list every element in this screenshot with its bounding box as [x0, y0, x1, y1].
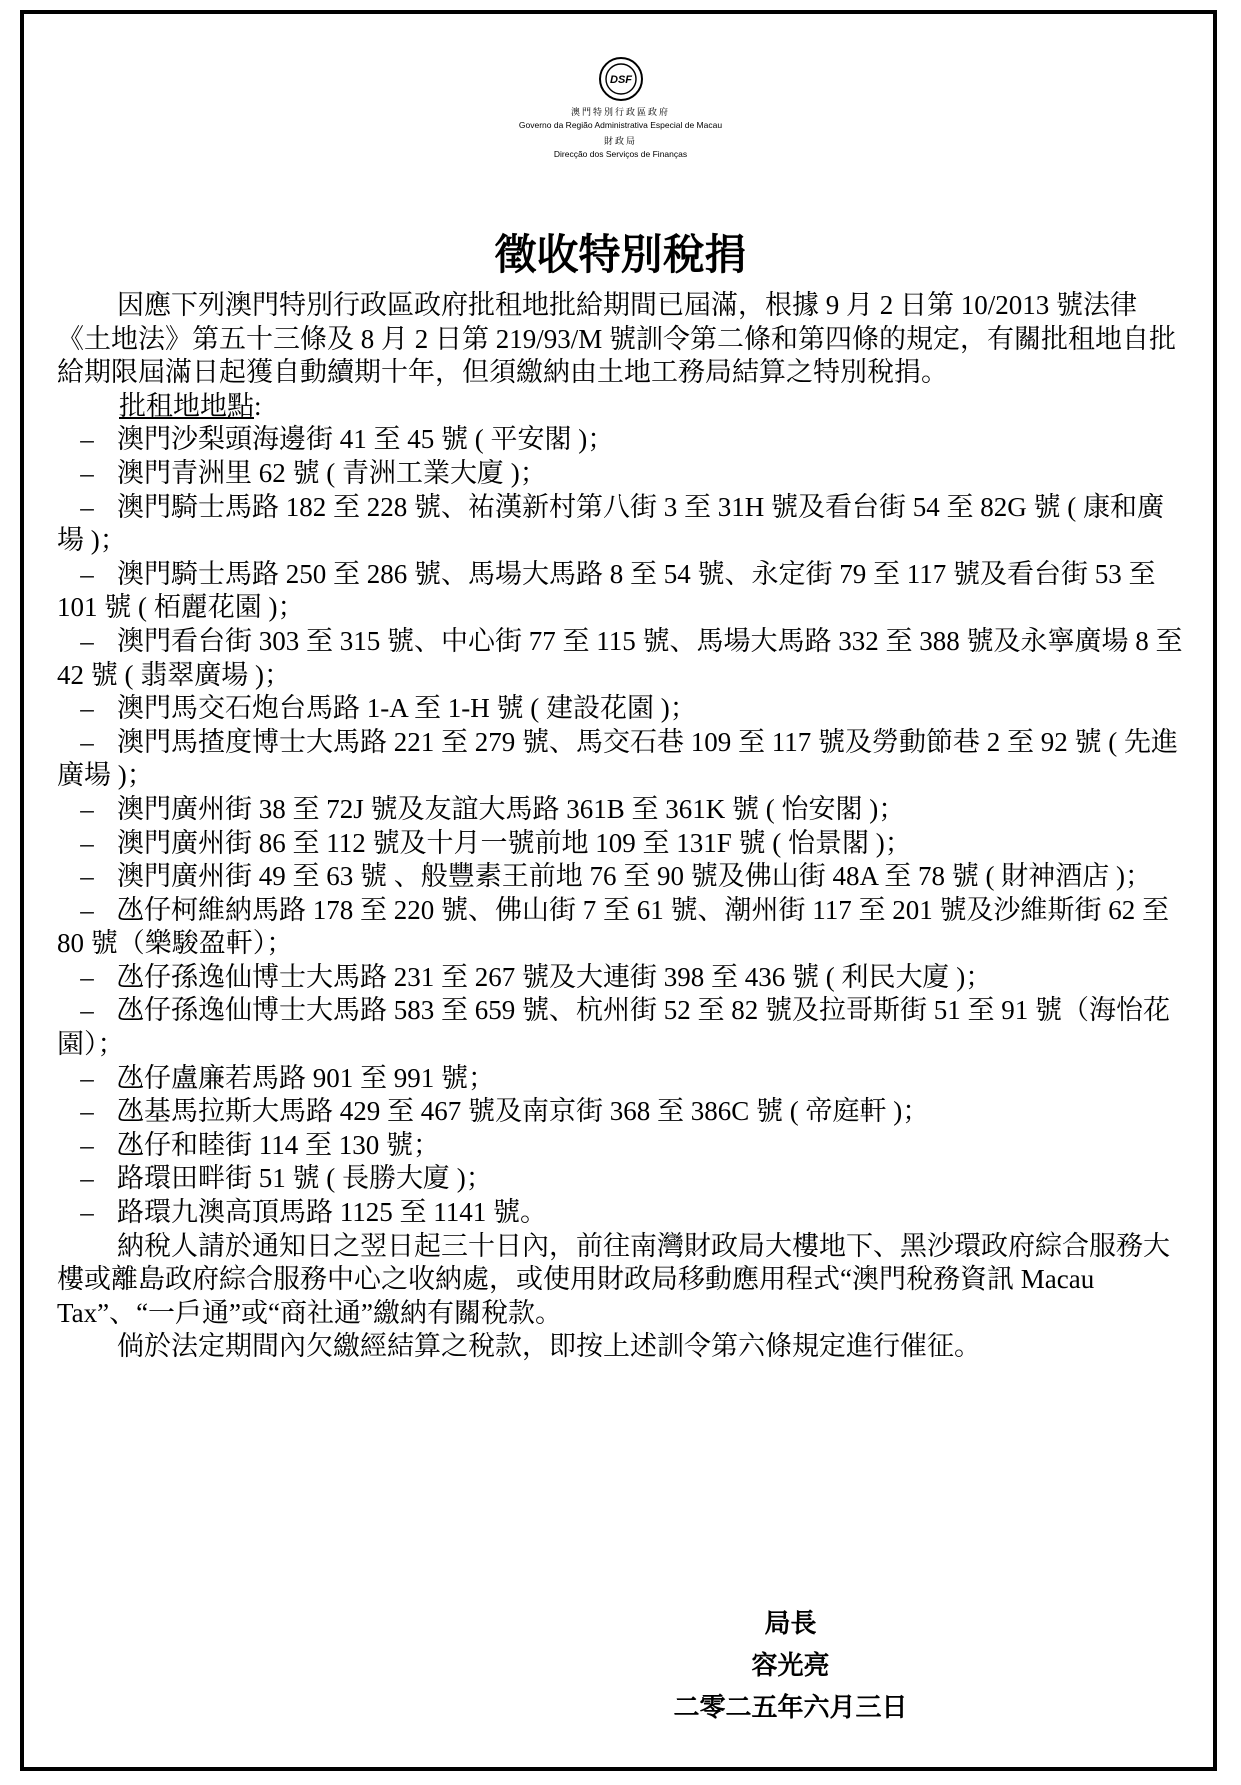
list-item-text: 澳門馬交石炮台馬路 1-A 至 1-H 號 ( 建設花園 )；	[117, 693, 697, 724]
list-dash: –	[80, 861, 94, 892]
list-item-text: 路環九澳高頂馬路 1125 至 1141 號。	[117, 1197, 547, 1228]
dsf-logo	[599, 57, 643, 101]
list-item	[57, 793, 1187, 827]
list-item	[57, 1095, 1187, 1129]
list-item	[57, 491, 1187, 558]
list-item	[57, 457, 1187, 491]
list-dash: –	[80, 558, 94, 589]
logo-text: DSF	[609, 74, 632, 86]
list-item-text: 澳門馬揸度博士大馬路 221 至 279 號、馬交石巷 109 至 117 號及勞動節巷 2 至 92 號 ( 先進廣場 )；	[57, 726, 1178, 791]
list-item-text: 氹仔孫逸仙博士大馬路 231 至 267 號及大連街 398 至 436 號 ( 利民大廈 )；	[117, 961, 993, 992]
payment-paragraph: 納稅人請於通知日之翌日起三十日內，前往南灣財政局大樓地下、黑沙環政府綜合服務大樓或離島政府綜合服務中心之收納處，或使用財政局移動應用程式“澳門稅務資訊 Macau Tax”、“一戶通”或“商社通”繳納有關稅款。	[57, 1230, 1170, 1328]
list-dash: –	[80, 726, 94, 757]
list-item	[57, 860, 1187, 894]
locations-heading	[57, 390, 1187, 424]
list-item-text: 澳門廣州街 49 至 63 號 、般豐素王前地 76 至 90 號及佛山街 48A 至 78 號 ( 財神酒店 )；	[117, 861, 1152, 892]
list-item-text: 氹仔柯維納馬路 178 至 220 號、佛山街 7 至 61 號、潮州街 117 至 201 號及沙維斯街 62 至 80 號（樂駿盈軒）；	[57, 894, 1169, 959]
letterhead	[0, 57, 1241, 159]
list-item	[57, 726, 1187, 793]
collection-paragraph: 倘於法定期間內欠繳經結算之稅款，即按上述訓令第六條規定進行催征。	[117, 1331, 981, 1362]
list-item-text: 澳門青洲里 62 號 ( 青洲工業大廈 )；	[117, 457, 547, 488]
list-item	[57, 1196, 1187, 1230]
signatory-name: 容光亮	[751, 1651, 830, 1681]
list-item-text: 氹仔孫逸仙博士大馬路 583 至 659 號、杭州街 52 至 82 號及拉哥斯街 51 至 91 號（海怡花園）；	[57, 995, 1170, 1060]
locations-heading-colon: :	[254, 390, 262, 421]
list-item	[57, 625, 1187, 692]
list-item	[57, 1162, 1187, 1196]
signatory-role: 局長	[764, 1609, 817, 1639]
list-item-text: 氹仔盧廉若馬路 901 至 991 號；	[117, 1062, 495, 1093]
signature-date: 二零二五年六月三日	[673, 1693, 908, 1723]
notice-title: 徵收特別稅捐	[494, 230, 747, 279]
list-item-text: 澳門沙梨頭海邊街 41 至 45 號 ( 平安閣 )；	[117, 424, 615, 455]
intro-paragraph: 因應下列澳門特別行政區政府批租地批給期間已屆滿，根據 9 月 2 日第 10/2013 號法律《土地法》第五十三條及 8 月 2 日第 219/93/M 號訓令第二條和第四條的規定，有關批租地自批給期限屆滿日起獲自動續期十年，但須繳納由土地工務局結算之特別稅捐。	[57, 290, 1177, 388]
list-item-text: 路環田畔街 51 號 ( 長勝大廈 )；	[117, 1163, 493, 1194]
list-item-text: 澳門廣州街 38 至 72J 號及友誼大馬路 361B 至 361K 號 ( 怡安閣 )；	[117, 793, 906, 824]
list-item	[57, 1062, 1187, 1096]
government-name-chinese: 澳門特別行政區政府	[570, 108, 670, 118]
government-name-portuguese: Governo da Região Administrativa Especial de Macau	[518, 120, 723, 130]
list-item	[57, 423, 1187, 457]
list-item	[57, 961, 1187, 995]
list-dash: –	[80, 491, 94, 522]
list-dash: –	[80, 424, 94, 455]
list-item	[57, 827, 1187, 861]
list-item	[57, 558, 1187, 625]
list-item	[57, 994, 1187, 1061]
list-dash: –	[80, 1197, 94, 1228]
list-item	[57, 1129, 1187, 1163]
list-dash: –	[80, 1129, 94, 1160]
list-dash: –	[80, 693, 94, 724]
signature-block	[0, 1603, 1241, 1729]
list-item-text: 氹仔和睦街 114 至 130 號；	[117, 1129, 440, 1160]
list-dash: –	[80, 1163, 94, 1194]
list-item-text: 澳門看台街 303 至 315 號、中心街 77 至 115 號、馬場大馬路 332 至 388 號及永寧廣場 8 至 42 號 ( 翡翠廣場 )；	[57, 625, 1183, 690]
list-item-text: 澳門騎士馬路 250 至 286 號、馬場大馬路 8 至 54 號、永定街 79 至 117 號及看台街 53 至 101 號 ( 栢麗花園 )；	[57, 558, 1156, 623]
list-dash: –	[80, 995, 94, 1026]
notice-body	[57, 289, 1187, 1364]
list-dash: –	[80, 894, 94, 925]
list-item	[57, 692, 1187, 726]
locations-heading-text: 批租地地點	[119, 390, 254, 421]
list-dash: –	[80, 961, 94, 992]
list-dash: –	[80, 793, 94, 824]
list-item-text: 氹基馬拉斯大馬路 429 至 467 號及南京街 368 至 386C 號 ( 帝庭軒 )；	[117, 1096, 930, 1127]
list-dash: –	[80, 827, 94, 858]
list-dash: –	[80, 1062, 94, 1093]
department-name-chinese: 財政局	[603, 137, 637, 147]
list-item	[57, 894, 1187, 961]
list-dash: –	[80, 625, 94, 656]
list-item-text: 澳門騎士馬路 182 至 228 號、祐漢新村第八街 3 至 31H 號及看台街 54 至 82G 號 ( 康和廣場 )；	[57, 491, 1164, 556]
list-item-text: 澳門廣州街 86 至 112 號及十月一號前地 109 至 131F 號 ( 怡景閣 )；	[117, 827, 912, 858]
list-dash: –	[80, 457, 94, 488]
locations-list	[57, 423, 1187, 1229]
department-name-portuguese: Direcção dos Serviços de Finanças	[553, 149, 688, 159]
list-dash: –	[80, 1096, 94, 1127]
